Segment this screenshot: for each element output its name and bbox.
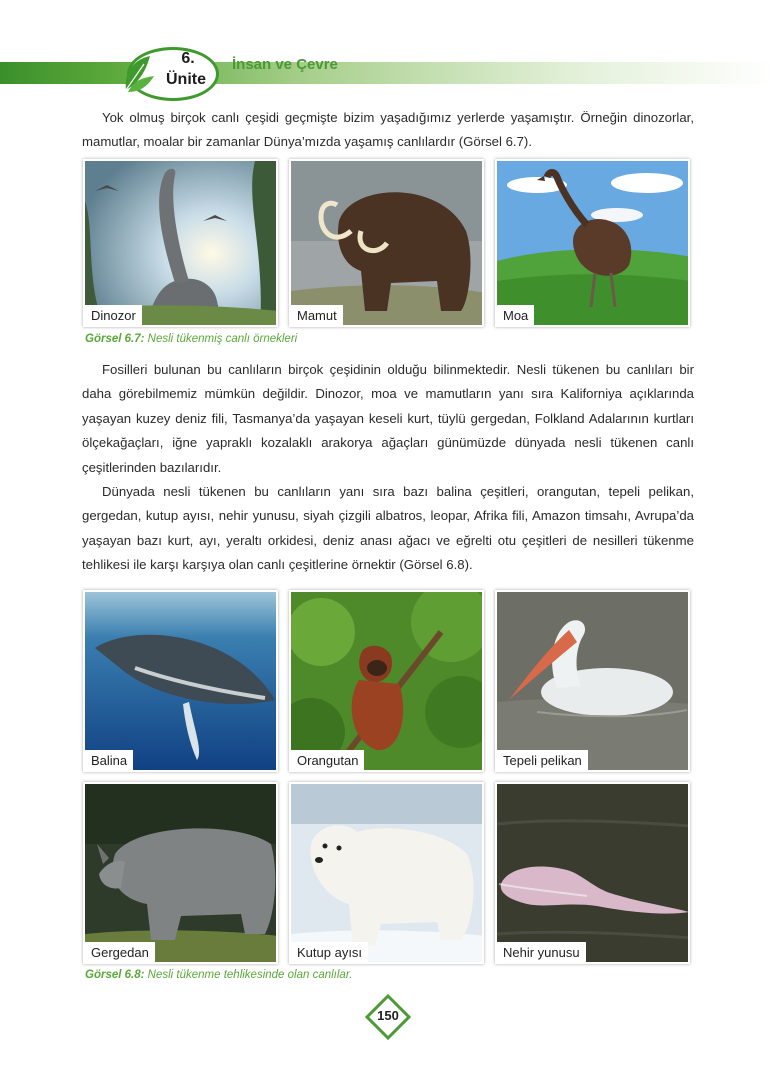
photo-label: Orangutan — [291, 750, 364, 770]
photo-label: Dinozor — [85, 305, 142, 325]
dinosaur-image — [85, 161, 278, 327]
photo-balina — [83, 590, 278, 772]
photo-tepeli-pelikan — [495, 590, 690, 772]
photo-label: Nehir yunusu — [497, 942, 586, 962]
photo-dinozor — [83, 159, 278, 327]
orangutan-image — [291, 592, 484, 772]
photo-mamut — [289, 159, 484, 327]
paragraph-1: Yok olmuş birçok canlı çeşidi geçmişte bizim yaşadığımız yerlerde yaşamıştır. Örneğin dinozorlar, mamutlar, moalar bir zamanlar Dünya’mızda yaşamış canlılardır (Görsel 6.7). — [82, 110, 694, 150]
mammoth-image — [291, 161, 484, 327]
river-dolphin-image — [497, 784, 690, 964]
chapter-title: İnsan ve Çevre — [232, 56, 338, 73]
paragraph-3: Dünyada nesli tükenen bu canlıların yanı sıra bazı balina çeşitleri, orangutan, tepeli pelikan, gergedan, kutup ayısı, nehir yunusu, siyah çizgili albatros, leopar, Afrika fili, Amazon timsahı, Avrupa’da yaşayan bazı kurt, ayı, yeraltı orkidesi, deniz anası ağacı ve eğrelti otu çeşitleri de nesilleri tükenme tehlikesi ile karşı karşıya olan canlı çeşitlerine örnektir (Görsel 6.8). — [82, 484, 694, 573]
photo-gergedan — [83, 782, 278, 964]
photo-moa — [495, 159, 690, 327]
header-bar — [0, 62, 775, 84]
moa-image — [497, 161, 690, 327]
whale-image — [85, 592, 278, 772]
photo-label: Tepeli pelikan — [497, 750, 588, 770]
pelican-image — [497, 592, 690, 772]
paragraph-2: Fosilleri bulunan bu canlıların birçok çeşidinin olduğu bilinmektedir. Nesli tükenen bu canlıları bir daha görebilmemiz mümkün değildir. Dinozor, moa ve mamutların yanı sıra Kaliforniya açıklarında yaşayan kuzey deniz fili, Tasmanya’da yaşayan keseli kurt, tüylü gergedan, Folkland Adalarının kurtları ölçekağaçları, iğne yapraklı kozalaklı arakorya ağaçları günümüzde dünyada nesli tükenen canlı çeşitlerinden bazılarıdır. — [82, 362, 694, 475]
photo-orangutan — [289, 590, 484, 772]
photo-label: Moa — [497, 305, 534, 325]
figure-caption-6-7: Görsel 6.7: Nesli tükenmiş canlı örnekleri — [85, 333, 298, 345]
photo-kutup-ayisi — [289, 782, 484, 964]
photo-label: Gergedan — [85, 942, 155, 962]
unit-number: 6. — [181, 50, 195, 67]
photo-label: Mamut — [291, 305, 343, 325]
page-number: 150 — [377, 1008, 399, 1023]
photo-label: Balina — [85, 750, 133, 770]
polar-bear-image — [291, 784, 484, 964]
photo-nehir-yunusu — [495, 782, 690, 964]
rhinoceros-image — [85, 784, 278, 964]
unit-word: Ünite — [166, 71, 206, 88]
figure-caption-6-8: Görsel 6.8: Nesli tükenme tehlikesinde olan canlılar. — [85, 969, 353, 981]
photo-label: Kutup ayısı — [291, 942, 368, 962]
